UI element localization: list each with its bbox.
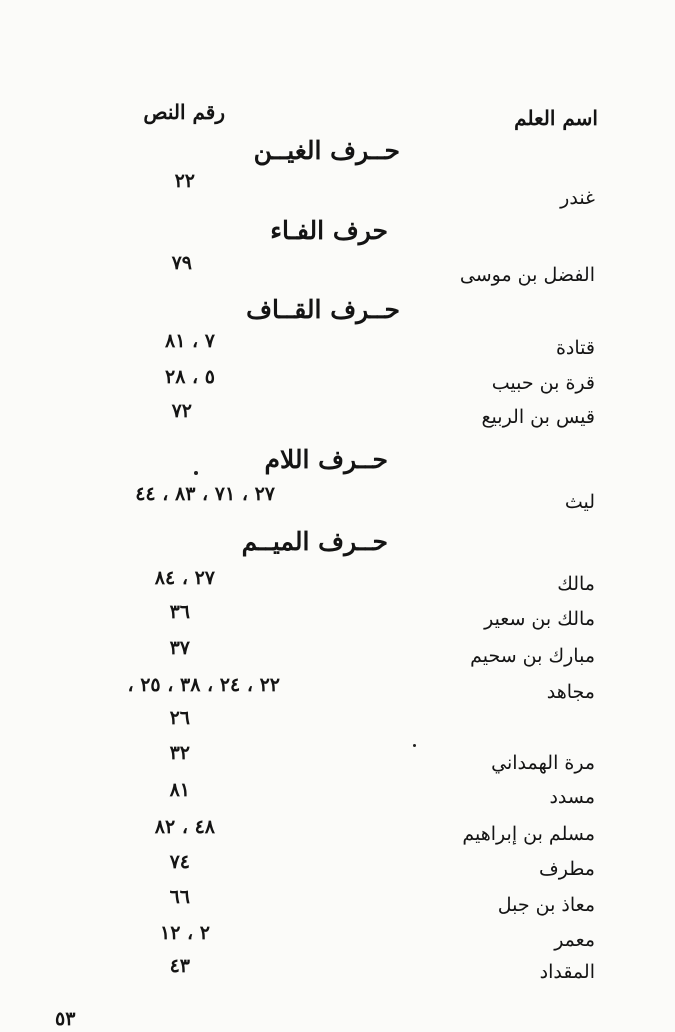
entry-refs: ٣٦: [169, 601, 190, 623]
entry-refs: ٤٨ ، ٨٢: [154, 816, 215, 838]
section-title-fa: حرف الفـاء: [270, 216, 388, 245]
entry-refs: ٨١: [169, 779, 190, 801]
entry-refs: ٣٧: [169, 637, 190, 659]
section-title-lam: حــرف اللام: [264, 445, 388, 474]
entry-name: المقداد: [539, 961, 595, 983]
entry-refs: ٢٧ ، ٨٤: [154, 567, 215, 589]
entry-name: مالك بن سعير: [484, 608, 595, 630]
entry-refs: ٧ ، ٨١: [164, 330, 215, 352]
entry-name: مطرف: [539, 858, 595, 880]
entry-refs: ٧٤: [169, 851, 190, 873]
entry-name: الفضل بن موسى: [459, 264, 595, 286]
entry-name: مالك: [557, 573, 595, 595]
ink-speck: [194, 471, 198, 475]
entry-refs: ٧٩: [171, 252, 192, 274]
entry-name: غندر: [560, 187, 595, 209]
entry-name: مجاهد: [546, 681, 595, 703]
ink-speck: [413, 744, 416, 747]
entry-name: قيس بن الربيع: [481, 406, 595, 428]
header-name-column: اسم العلم: [514, 106, 598, 130]
entry-name: قرة بن حبيب: [491, 372, 595, 394]
entry-name: مسدد: [549, 786, 595, 808]
section-title-mim: حــرف الميــم: [241, 527, 388, 556]
entry-refs: ٢٢: [174, 170, 195, 192]
entry-refs: ٥ ، ٢٨: [164, 366, 215, 388]
entry-refs: ٢ ، ١٢: [159, 922, 210, 944]
entry-refs-continued: ٢٦: [169, 707, 190, 729]
entry-refs: ٢٧ ، ٧١ ، ٨٣ ، ٤٤: [135, 483, 275, 505]
entry-name: مبارك بن سحيم: [470, 645, 595, 667]
entry-name: ليث: [564, 491, 595, 513]
entry-refs: ٤٣: [169, 955, 190, 977]
entry-name: مرة الهمداني: [491, 752, 595, 774]
entry-name: معمر: [554, 929, 595, 951]
entry-refs: ٦٦: [169, 886, 190, 908]
section-title-ghain: حــرف الغيــن: [253, 136, 400, 165]
entry-refs: ٣٢: [169, 742, 190, 764]
section-title-qaf: حــرف القــاف: [246, 295, 400, 324]
header-ref-column: رقم النص: [143, 100, 225, 124]
entry-name: مسلم بن إبراهيم: [462, 823, 595, 845]
page-number: ٥٣: [55, 1008, 76, 1030]
entry-name: معاذ بن جبل: [497, 894, 595, 916]
entry-name: قتادة: [555, 337, 595, 359]
entry-refs: ٧٢: [171, 400, 192, 422]
entry-refs: ٢٢ ، ٢٤ ، ٣٨ ، ٢٥ ،: [127, 674, 280, 696]
